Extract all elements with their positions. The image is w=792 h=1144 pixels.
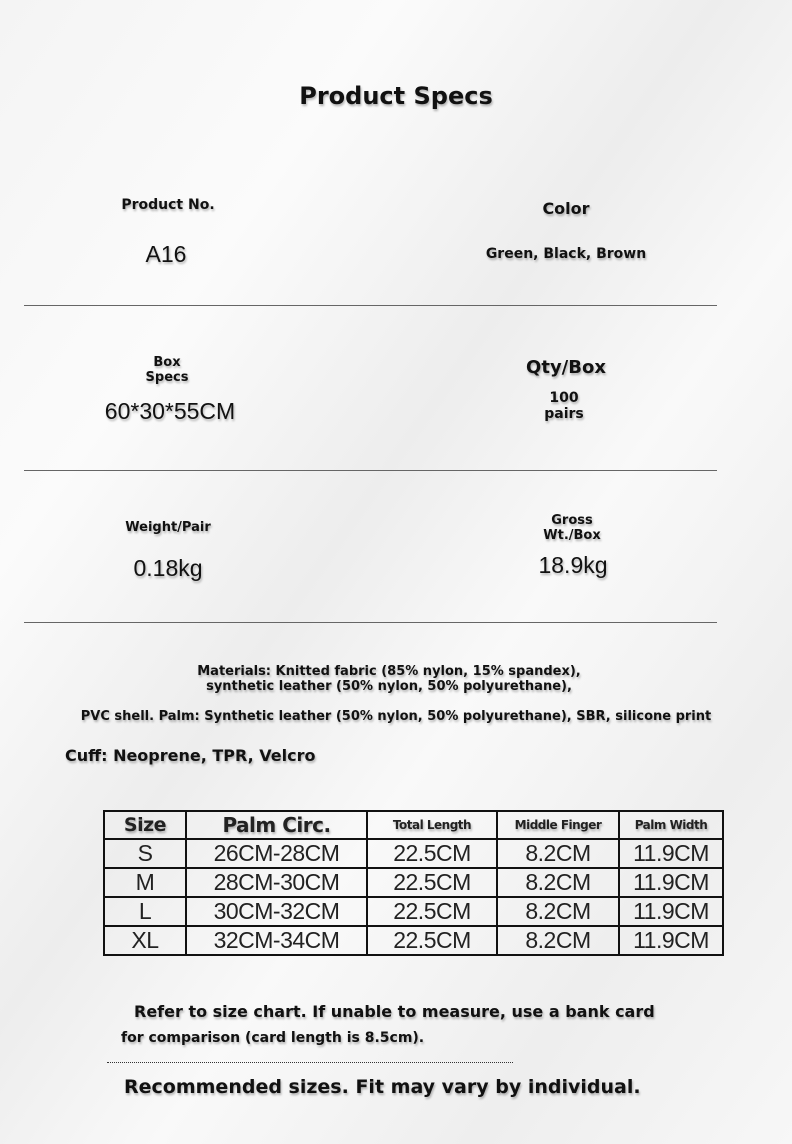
color-label: Color: [542, 199, 590, 218]
cell-size: S: [104, 839, 186, 868]
cell-total-length: 22.5CM: [367, 897, 497, 926]
product-no-value: A16: [145, 241, 187, 267]
gross-value: 18.9kg: [538, 552, 608, 578]
color-value: Green, Black, Brown: [485, 246, 647, 262]
note-line-1: Refer to size chart. If unable to measure, use a bank card: [134, 1002, 655, 1021]
page-title: Product Specs: [299, 82, 493, 110]
size-table-header-row: [104, 811, 723, 839]
qty-box-value: 100 pairs: [544, 390, 584, 422]
table-row: [104, 926, 723, 955]
cell-middle-finger: 8.2CM: [497, 926, 619, 955]
materials-line-3: PVC shell. Palm: Synthetic leather (50% nylon, 50% polyurethane), SBR, silicone print: [80, 709, 712, 724]
cell-size: XL: [104, 926, 186, 955]
header-palm-width: Palm Width: [619, 811, 723, 839]
gross-label: Gross Wt./Box: [543, 513, 601, 543]
cell-palm-circ: 28CM-30CM: [186, 868, 367, 897]
table-row: [104, 868, 723, 897]
divider-3: [24, 622, 717, 623]
weight-value: 0.18kg: [133, 555, 203, 581]
dotted-divider: [107, 1062, 513, 1063]
box-specs-label: Box Specs: [145, 355, 189, 385]
divider-1: [24, 305, 717, 306]
note-line-2: for comparison (card length is 8.5cm).: [121, 1030, 425, 1046]
cell-middle-finger: 8.2CM: [497, 897, 619, 926]
cell-middle-finger: 8.2CM: [497, 839, 619, 868]
materials-line-2: synthetic leather (50% nylon, 50% polyurethane),: [206, 679, 572, 694]
qty-box-label: Qty/Box: [526, 357, 606, 378]
cell-total-length: 22.5CM: [367, 926, 497, 955]
cell-total-length: 22.5CM: [367, 868, 497, 897]
cell-palm-circ: 30CM-32CM: [186, 897, 367, 926]
cell-palm-circ: 26CM-28CM: [186, 839, 367, 868]
cell-size: M: [104, 868, 186, 897]
product-no-label: Product No.: [121, 197, 215, 213]
size-table: [103, 810, 724, 956]
cell-palm-width: 11.9CM: [619, 839, 723, 868]
box-specs-value: 60*30*55CM: [104, 398, 236, 424]
cell-total-length: 22.5CM: [367, 839, 497, 868]
header-palm-circ: Palm Circ.: [186, 811, 367, 839]
recommend-note: Recommended sizes. Fit may vary by individual.: [124, 1076, 641, 1098]
cell-palm-width: 11.9CM: [619, 926, 723, 955]
cell-palm-circ: 32CM-34CM: [186, 926, 367, 955]
table-row: [104, 839, 723, 868]
header-size: Size: [104, 811, 186, 839]
table-row: [104, 897, 723, 926]
weight-label: Weight/Pair: [125, 520, 211, 535]
cell-size: L: [104, 897, 186, 926]
materials-line-1: Materials: Knitted fabric (85% nylon, 15% spandex),: [197, 664, 581, 679]
divider-2: [24, 470, 717, 471]
cell-middle-finger: 8.2CM: [497, 868, 619, 897]
cell-palm-width: 11.9CM: [619, 868, 723, 897]
cuff-line: Cuff: Neoprene, TPR, Velcro: [65, 746, 316, 765]
header-total-length: Total Length: [367, 811, 497, 839]
cell-palm-width: 11.9CM: [619, 897, 723, 926]
header-middle-finger: Middle Finger: [497, 811, 619, 839]
